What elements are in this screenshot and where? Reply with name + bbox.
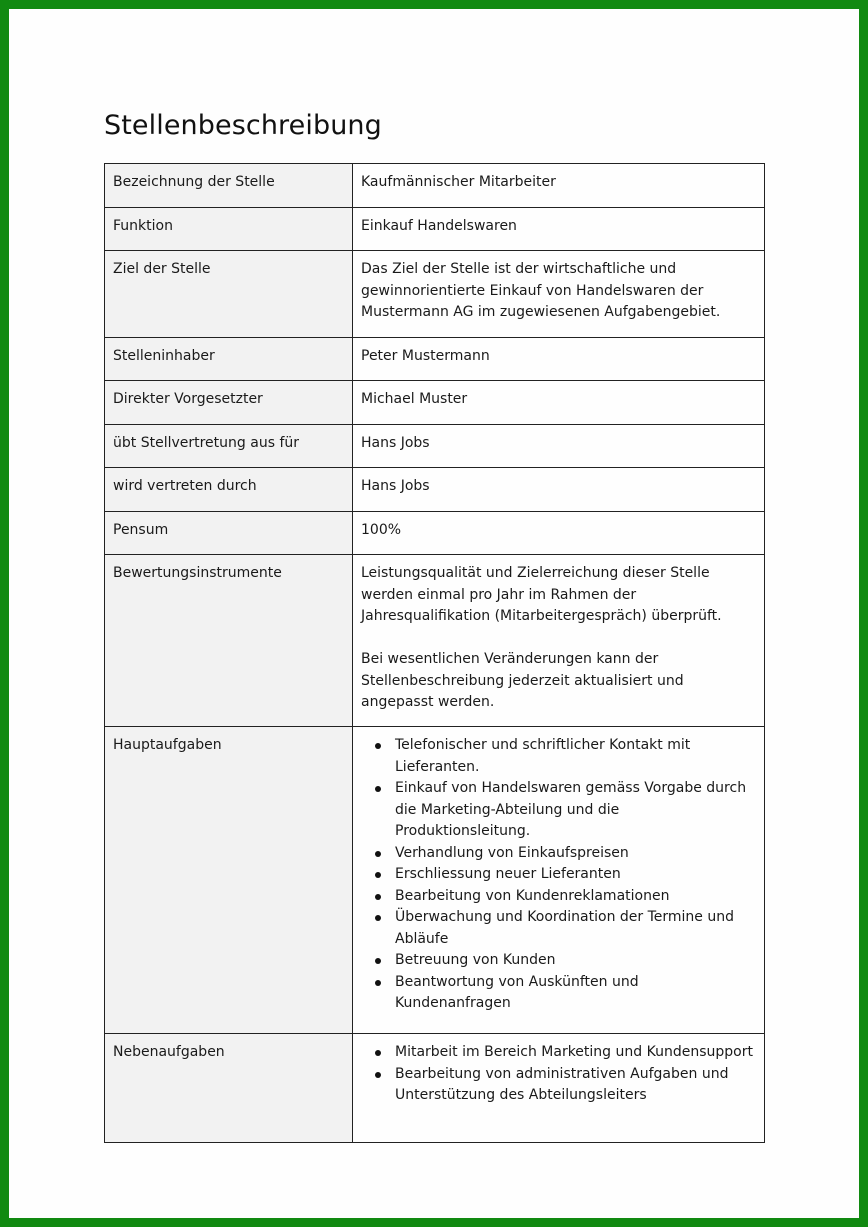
list-item [395,735,756,778]
table-row [105,338,765,381]
row-label: Funktion [105,208,353,251]
row-label: wird vertreten durch [105,468,353,512]
table-row [105,164,765,208]
list-item [395,950,756,972]
table-row [105,555,765,727]
row-label: Direkter Vorgesetzter [105,381,353,425]
row-label: Ziel der Stelle [105,251,353,338]
table-row [105,512,765,555]
row-value: Kaufmännischer Mitarbeiter [353,164,765,208]
bullet-icon [375,980,381,986]
list-item-text: Erschliessung neuer Lieferanten [395,866,621,882]
bullet-icon [375,915,381,921]
list-item-text: Einkauf von Handelswaren gemäss Vorgabe durch die Marketing-Abteilung und die Produktionsleitung. [395,780,747,839]
list-item-text: Überwachung und Koordination der Termine und Abläufe [395,909,734,947]
document-title: Stellenbeschreibung [104,110,382,141]
row-value [353,555,765,727]
list-item [395,972,756,1015]
list-item-text: Telefonischer und schriftlicher Kontakt mit Lieferanten. [395,737,691,775]
table-row [105,1034,765,1143]
row-value [353,727,765,1034]
document-page [9,9,859,1218]
row-value: Hans Jobs [353,468,765,512]
table-row [105,425,765,468]
list-item [395,1042,756,1064]
row-value: Peter Mustermann [353,338,765,381]
table-row [105,381,765,425]
row-label: Bezeichnung der Stelle [105,164,353,208]
table-row [105,727,765,1034]
row-label: Stelleninhaber [105,338,353,381]
row-value: Michael Muster [353,381,765,425]
job-description-table [104,163,765,1143]
bullet-icon [375,894,381,900]
main-tasks-list [361,735,756,1015]
list-item [395,886,756,908]
row-label: Nebenaufgaben [105,1034,353,1143]
bullet-icon [375,786,381,792]
list-item-text: Verhandlung von Einkaufspreisen [395,844,629,861]
row-value: 100% [353,512,765,555]
bullet-icon [375,851,381,857]
list-item [395,778,756,843]
list-item [395,864,756,886]
bullet-icon [375,1050,381,1056]
bullet-icon [375,958,381,964]
bullet-icon [375,1072,381,1078]
row-value: Hans Jobs [353,425,765,468]
list-item [395,907,756,950]
secondary-tasks-list [361,1042,756,1107]
list-item [395,843,756,865]
bullet-icon [375,872,381,878]
list-item-text: Bearbeitung von Kundenreklamationen [395,887,670,904]
row-value [353,1034,765,1143]
paragraph: Leistungsqualität und Zielerreichung dieser Stelle werden einmal pro Jahr im Rahmen der Jahresqualifikation (Mitarbeitergespräch) überprüft. [361,565,722,624]
list-item-text: Beantwortung von Auskünften und Kundenanfragen [395,973,639,1011]
row-label: Bewertungsinstrumente [105,555,353,727]
row-value: Das Ziel der Stelle ist der wirtschaftliche und gewinnorientierte Einkauf von Handelswaren der Mustermann AG im zugewiesenen Aufgabengebiet. [353,251,765,338]
table-row [105,251,765,338]
paragraph: Bei wesentlichen Veränderungen kann der Stellenbeschreibung jederzeit aktualisiert und angepasst werden. [361,651,684,710]
table-row [105,468,765,512]
row-label: Hauptaufgaben [105,727,353,1034]
table-row [105,208,765,251]
row-label: Pensum [105,512,353,555]
list-item-text: Betreuung von Kunden [395,952,556,968]
list-item-text: Mitarbeit im Bereich Marketing und Kundensupport [395,1044,753,1060]
list-item-text: Bearbeitung von administrativen Aufgaben und Unterstützung des Abteilungsleiters [395,1065,729,1103]
bullet-icon [375,743,381,749]
row-label: übt Stellvertretung aus für [105,425,353,468]
list-item [395,1064,756,1107]
row-value: Einkauf Handelswaren [353,208,765,251]
